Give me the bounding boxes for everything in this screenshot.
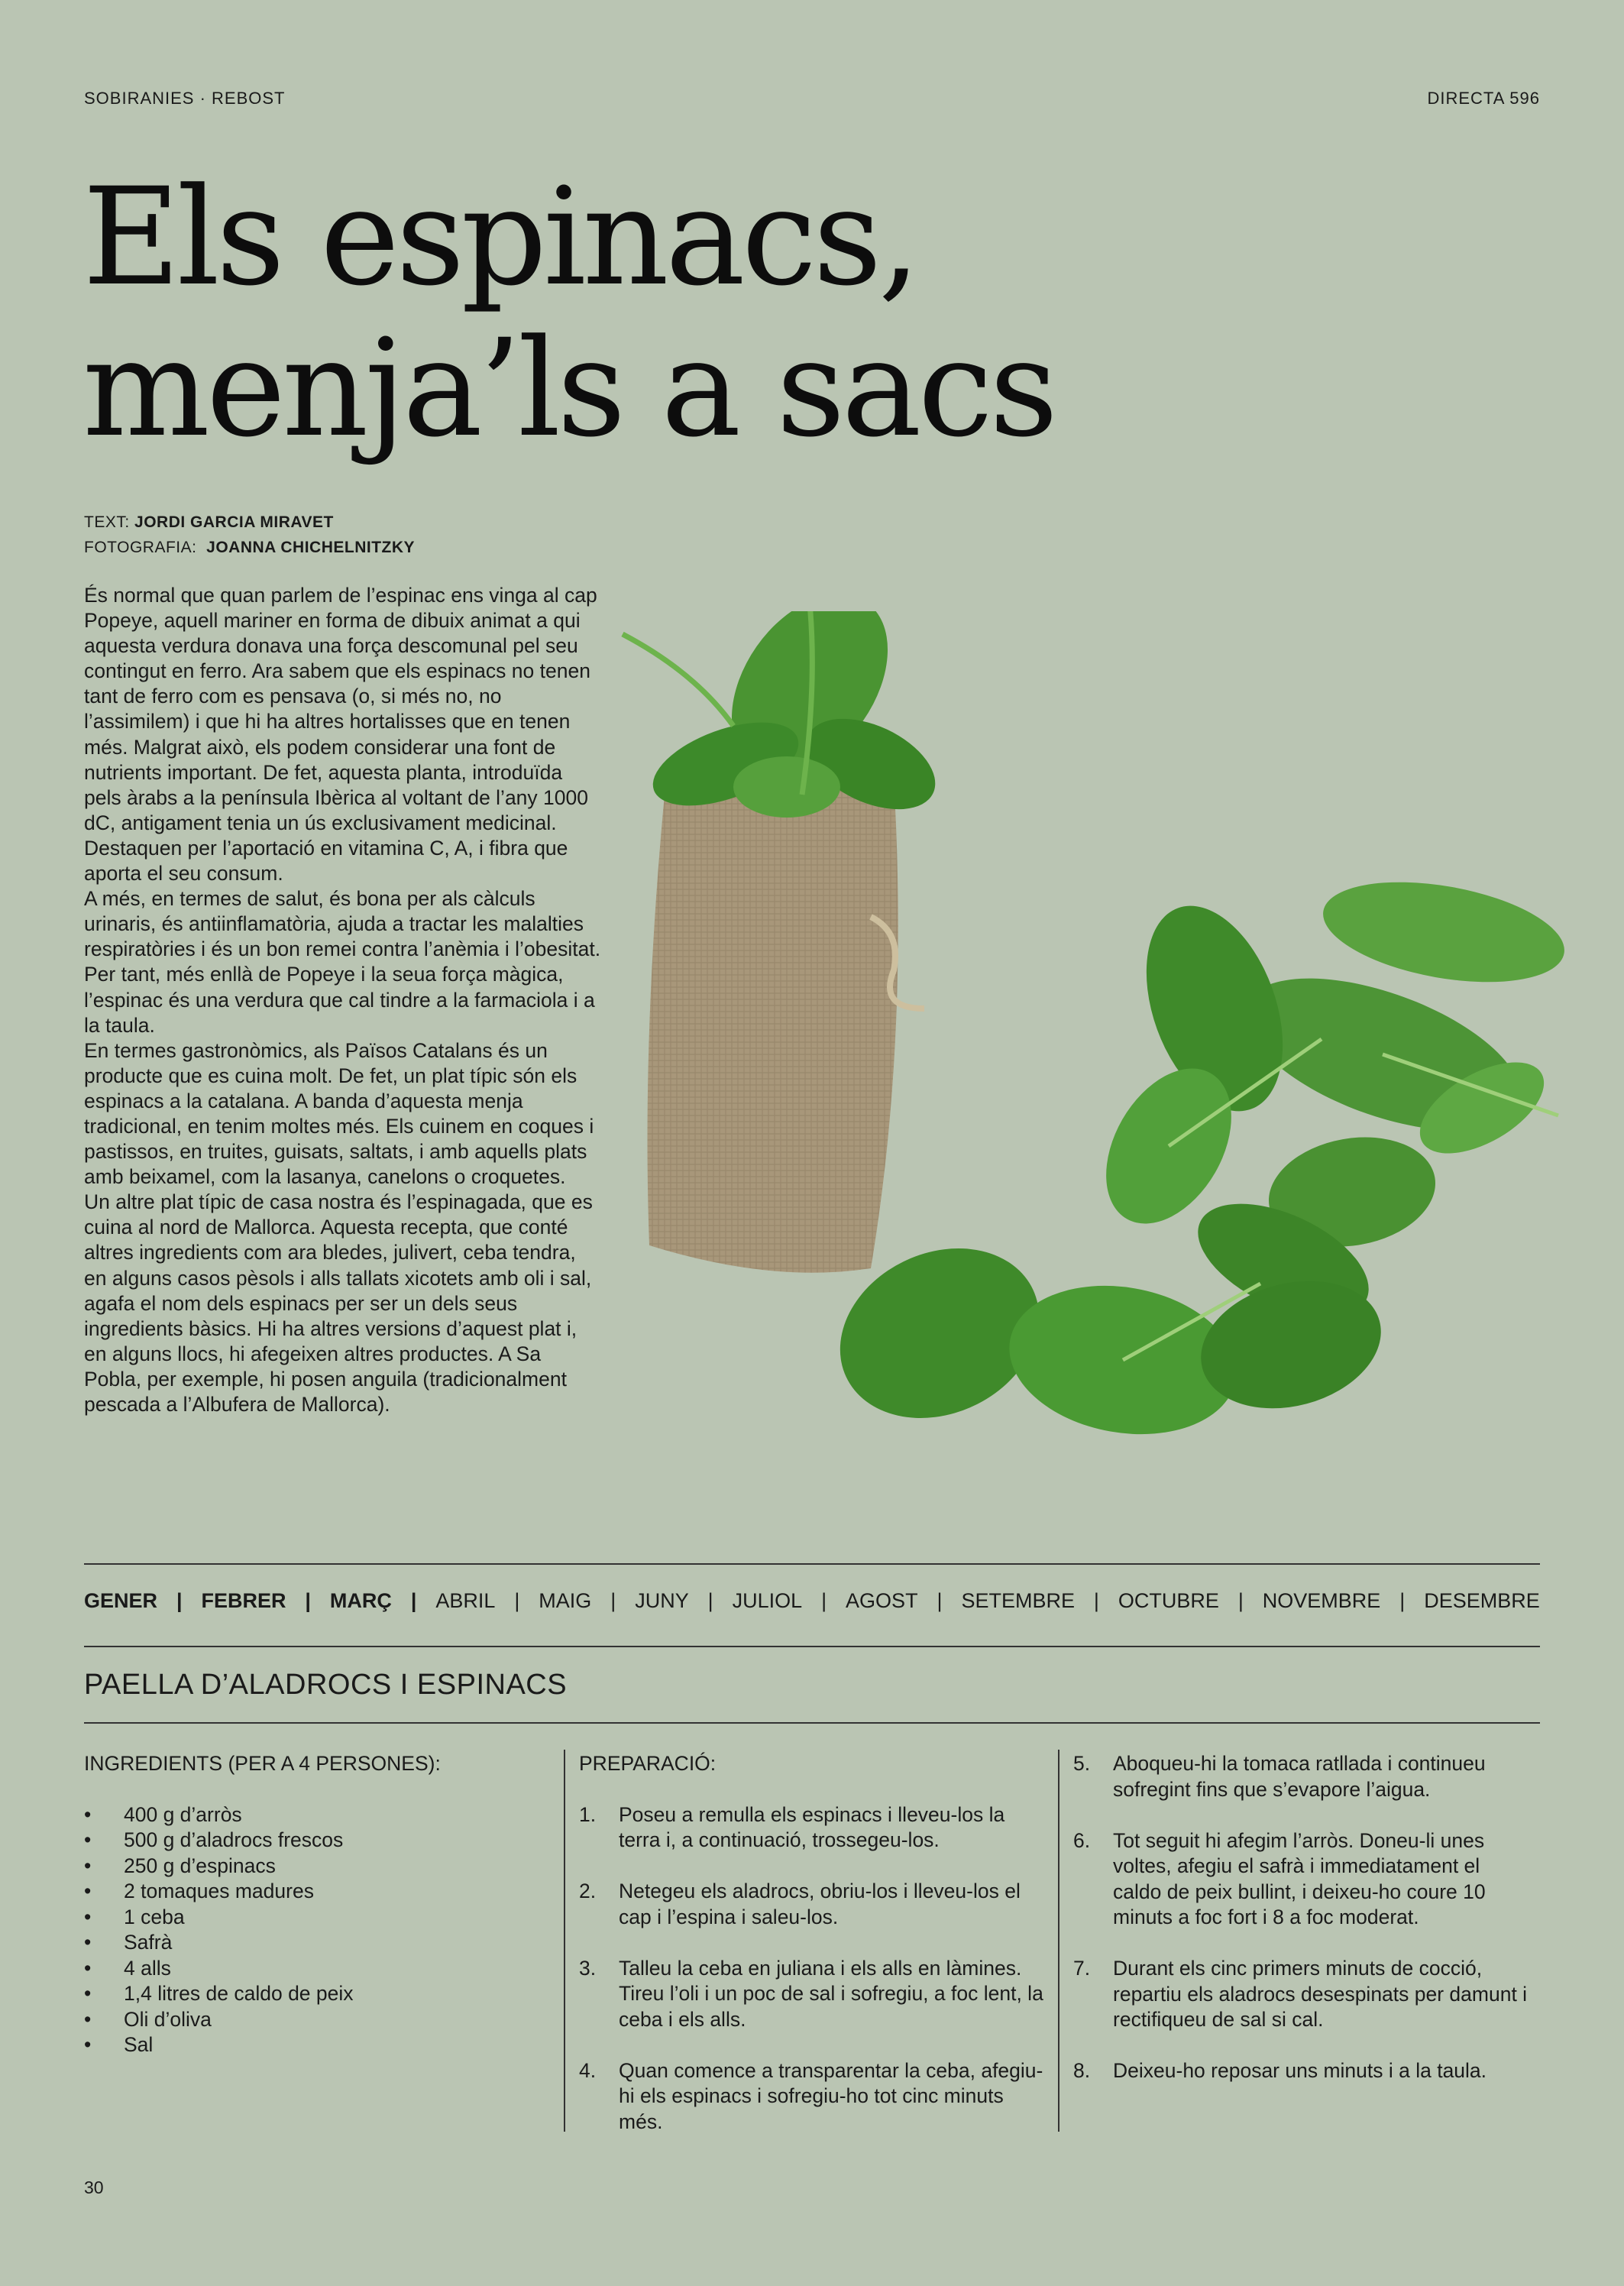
spinach-pile (812, 866, 1566, 1451)
month-may: MAIG (539, 1589, 592, 1612)
article-body (84, 583, 603, 1417)
issue-label: DIRECTA 596 (1427, 89, 1540, 108)
month-jun: JUNY (635, 1589, 689, 1612)
recipe-step (579, 1879, 1045, 1930)
step-text: Tot seguit hi afegim l’arròs. Doneu-li unes voltes, afegiu el safrà i immediatament el caldo de peix bullint, i deixeu-ho coure 10 minuts a foc fort i 8 a foc moderat. (1113, 1828, 1486, 1928)
section-label: SOBIRANIES · REBOST (84, 89, 286, 108)
article-paragraph: A més, en termes de salut, és bona per als càlculs urinaris, és antiinflamatòria, ajuda a tractar les malalties respiratòries i és un bon remei contra l’anèmia i l’obesitat. Per tant, més enllà de Popeye i la seua força màgica, l’espinac és una verdura que cal tindre a la farmaciola i a la taula. (84, 887, 601, 1037)
season-calendar: GENER | FEBRER | MARÇ | ABRIL | MAIG | JUNY | JULIOL | AGOST | SETEMBRE | OCTUBRE | NOVEMBRE | DESEMBRE (84, 1589, 1540, 1612)
preparation-column-2 (1073, 1751, 1532, 2110)
article-title (82, 159, 1055, 467)
month-feb: FEBRER (201, 1589, 286, 1612)
recipe-step (579, 1802, 1045, 1854)
photo-author: JOANNA CHICHELNITZKY (206, 539, 416, 556)
recipe-step (1073, 2058, 1532, 2084)
spinach-in-sack (623, 611, 949, 827)
step-number: 6. (1073, 1828, 1091, 1852)
article-paragraph: En termes gastronòmics, als Països Catalans és un producte que es cuina molt. De fet, un plat típic són els espinacs a la catalana. A banda d’aquesta menja tradicional, en tenim moltes més. Els cuinem en coques i pastissos, en truites, guisats, saltats, i amb aquells plats amb beixamel, com la lasanya, canelons o croquetes. (84, 1038, 594, 1189)
month-mar: MARÇ (329, 1589, 392, 1612)
step-text: Durant els cinc primers minuts de cocció, repartiu els aladrocs desespinats per damunt i rectifiqueu de sal si cal. (1113, 1957, 1528, 2031)
step-text: Quan comence a transparentar la ceba, afegiu-hi els espinacs i sofregiu-ho tot cinc minuts més. (619, 2058, 1043, 2133)
divider-bottom (84, 1722, 1540, 1724)
step-number: 3. (579, 1956, 597, 1980)
divider-middle (84, 1646, 1540, 1647)
step-text: Netegeu els aladrocs, obriu-los i lleveu-los el cap i l’espina i saleu-los. (619, 1880, 1021, 1928)
recipe-step (579, 2058, 1045, 2135)
steps-list (579, 1802, 1045, 2135)
column-divider (1058, 1750, 1059, 2132)
ingredients-list (84, 1802, 542, 2058)
article-paragraph: És normal que quan parlem de l’espinac ens vinga al cap Popeye, aquell mariner en forma de dibuix animat a qui aquesta verdura donava una força descomunal pel seu contingut en ferro. Ara sabem que els espinacs no tenen tant de ferro com es pensava (o, si més no, no l’assimilem) i que hi ha altres hortalisses que en tenen més. Malgrat això, els podem considerar una font de nutrients important. De fet, aquesta planta, introduïda pels àrabs a la península Ibèrica al voltant de l’any 1000 dC, antigament tenia un ús exclusivament medicinal. Destaquen per l’aportació en vitamina C, A, i fibra que aporta el seu consum. (84, 584, 597, 886)
title-line-1: Els espinacs, (82, 159, 917, 316)
column-divider (564, 1750, 565, 2132)
month-nov: NOVEMBRE (1262, 1589, 1381, 1612)
ingredient-item: • 2 tomaques madures (84, 1879, 542, 1905)
page-number: 30 (84, 2178, 104, 2197)
month-dec: DESEMBRE (1424, 1589, 1540, 1612)
preparation-heading: PREPARACIÓ: (579, 1752, 717, 1775)
credits (84, 510, 415, 560)
ingredient-item: • Oli d’oliva (84, 2007, 542, 2033)
month-aug: AGOST (846, 1589, 918, 1612)
recipe-step (579, 1956, 1045, 2033)
step-text: Poseu a remulla els espinacs i lleveu-los la terra i, a continuació, trossegeu-los. (619, 1802, 1005, 1851)
step-number: 5. (1073, 1752, 1091, 1775)
step-number: 4. (579, 2058, 597, 2082)
step-number: 2. (579, 1880, 597, 1902)
ingredient-item: • 1,4 litres de caldo de peix (84, 1981, 542, 2007)
ingredients-heading: INGREDIENTS (PER A 4 PERSONES): (84, 1752, 441, 1775)
recipe-step (1073, 1956, 1532, 2033)
month-oct: OCTUBRE (1118, 1589, 1219, 1612)
month-sep: SETEMBRE (961, 1589, 1075, 1612)
ingredient-item: • 400 g d’arròs (84, 1802, 542, 1828)
title-line-2: menja’ls a sacs (82, 310, 1055, 467)
burlap-sack (648, 774, 925, 1272)
spinach-sack-photo (619, 611, 1566, 1482)
step-text: Deixeu-ho reposar uns minuts i a la taula. (1113, 2059, 1487, 2082)
month-jan: GENER (84, 1589, 158, 1612)
ingredient-item: • Safrà (84, 1930, 542, 1956)
ingredients-column (84, 1751, 542, 2058)
month-apr: ABRIL (435, 1589, 496, 1612)
preparation-column (579, 1751, 1045, 2161)
step-number: 8. (1073, 2059, 1091, 2082)
step-text: Talleu la ceba en juliana i els alls en làmines. Tireu l’oli i un poc de sal i sofregiu, a foc lent, la ceba i els alls. (619, 1956, 1043, 2031)
month-jul: JULIOL (732, 1589, 803, 1612)
text-author: JORDI GARCIA MIRAVET (134, 513, 334, 531)
photo-credit-label: FOTOGRAFIA: (84, 539, 197, 556)
text-credit-label: TEXT: (84, 513, 130, 531)
recipe-title: PAELLA D’ALADROCS I ESPINACS (84, 1669, 568, 1701)
steps-list (1073, 1751, 1532, 2084)
article-paragraph: Un altre plat típic de casa nostra és l’espinagada, que es cuina al nord de Mallorca. Aquesta recepta, que conté altres ingredients com ara bledes, julivert, ceba tendra, en alguns casos pèsols i alls tallats xicotets amb oli i sal, agafa el nom dels espinacs per ser un dels seus ingredients bàsics. Hi ha altres versions d’aquest plat i, en alguns llocs, hi afegeixen altres productes. A Sa Pobla, per exemple, hi posen anguila (tradicionalment pescada a l’Albufera de Mallorca). (84, 1190, 593, 1416)
recipe-step (1073, 1828, 1532, 1931)
ingredient-item: • 250 g d’espinacs (84, 1854, 542, 1880)
ingredient-item: • 500 g d’aladrocs frescos (84, 1828, 542, 1854)
recipe-step (1073, 1751, 1532, 1802)
ingredient-item: • 4 alls (84, 1956, 542, 1982)
step-number: 7. (1073, 1957, 1091, 1980)
ingredient-item: • Sal (84, 2032, 542, 2058)
step-text: Aboqueu-hi la tomaca ratllada i continueu sofregint fins que s’evapore l’aigua. (1113, 1752, 1486, 1801)
step-number: 1. (579, 1802, 597, 1826)
ingredient-item: • 1 ceba (84, 1905, 542, 1931)
divider-top (84, 1563, 1540, 1565)
